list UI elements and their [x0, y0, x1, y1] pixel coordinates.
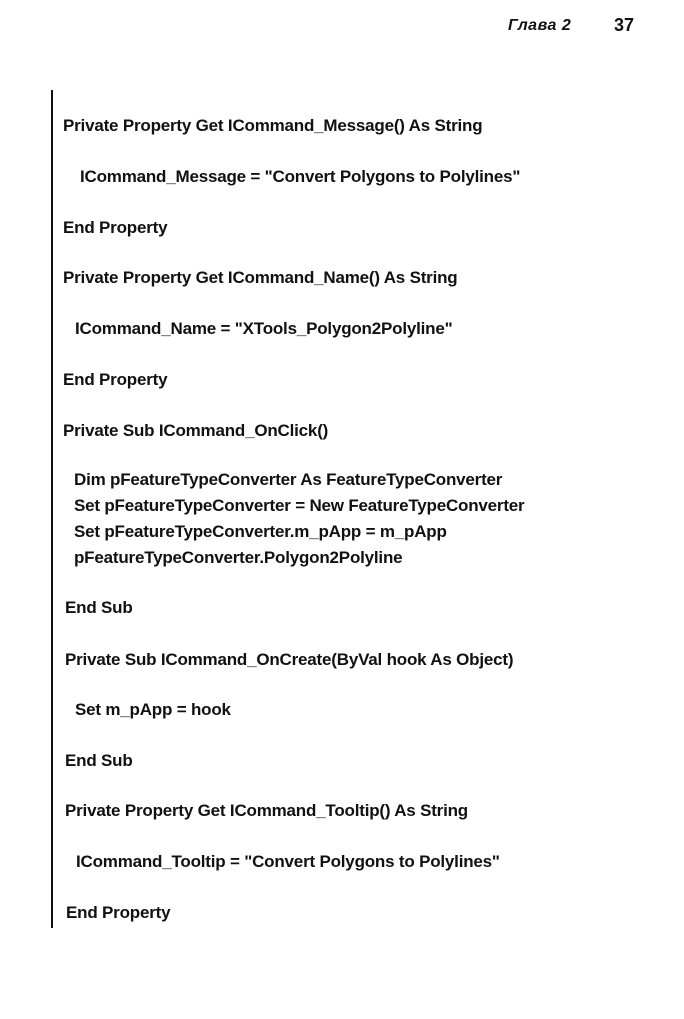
- code-line: Dim pFeatureTypeConverter As FeatureTypeConverter: [74, 470, 503, 489]
- code-line: Private Property Get ICommand_Name() As String: [63, 268, 458, 287]
- code-line: End Sub: [65, 751, 133, 770]
- code-line: ICommand_Tooltip = "Convert Polygons to Polylines": [76, 852, 500, 871]
- code-line: End Property: [63, 218, 168, 237]
- code-line: ICommand_Name = "XTools_Polygon2Polyline": [75, 319, 453, 338]
- code-line: Private Property Get ICommand_Message() As String: [63, 116, 483, 135]
- code-line: Private Property Get ICommand_Tooltip() As String: [65, 801, 468, 820]
- code-line: ICommand_Message = "Convert Polygons to Polylines": [80, 167, 521, 186]
- code-line: End Sub: [65, 598, 133, 617]
- page-number: 37: [614, 15, 635, 35]
- code-line: End Property: [63, 370, 168, 389]
- code-line: Set m_pApp = hook: [75, 700, 231, 719]
- code-line: pFeatureTypeConverter.Polygon2Polyline: [74, 548, 403, 567]
- code-line: Private Sub ICommand_OnClick(): [63, 421, 329, 440]
- chapter-title: Глава 2: [508, 17, 572, 34]
- code-line: End Property: [66, 903, 171, 922]
- code-line: Private Sub ICommand_OnCreate(ByVal hook As Object): [65, 650, 514, 669]
- code-line: Set pFeatureTypeConverter.m_pApp = m_pApp: [74, 522, 447, 541]
- code-margin-bar: [51, 90, 53, 928]
- code-line: Set pFeatureTypeConverter = New FeatureTypeConverter: [74, 496, 525, 515]
